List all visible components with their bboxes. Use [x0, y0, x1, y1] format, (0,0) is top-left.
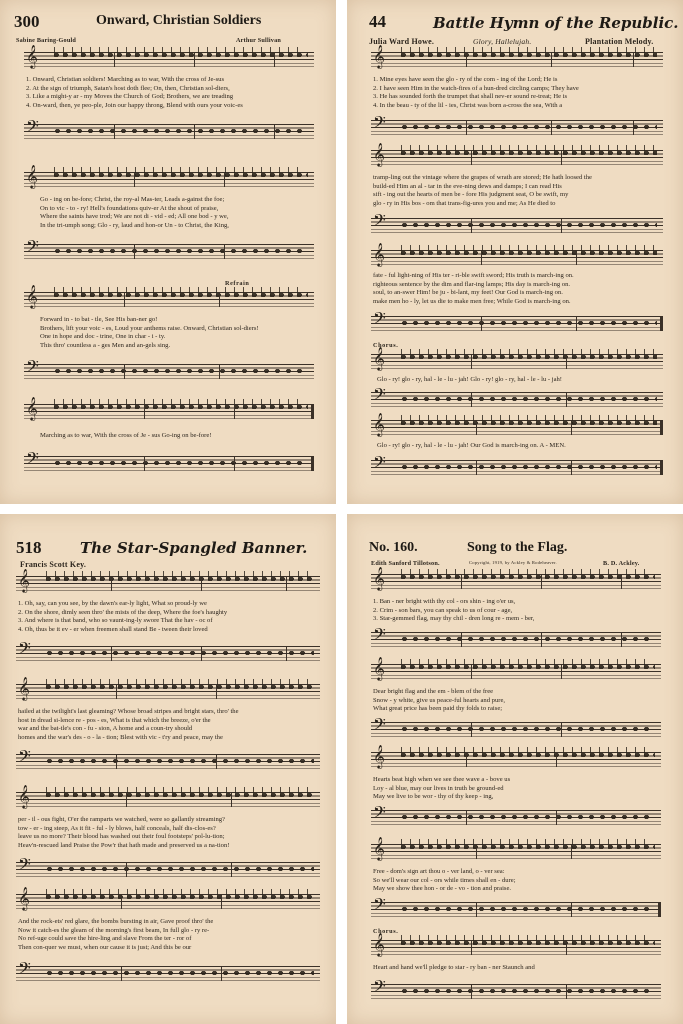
lyric-line: Then con-quer we must, when our cause it is just; And this be our	[18, 943, 192, 951]
lyric-line: Where the saints have trod; We are not di - vid - ed; All one bod - y we,	[40, 213, 229, 221]
lyrics-block	[40, 432, 211, 441]
hymn-page-battle-hymn	[347, 0, 683, 504]
words-credit: Francis Scott Key.	[20, 560, 87, 569]
lyric-line: host in dread si-lence re - pos - es, What is that which the breeze, o'er the	[18, 716, 211, 724]
lyrics-block	[373, 868, 516, 894]
lyric-line: Heav'n-rescued land Praise the Pow'r that hath made and preserved us a na-tion!	[18, 841, 230, 849]
lyric-line: war and the bat-tle's con - fu - sion, A home and a coun-try should	[18, 725, 193, 733]
lyric-line: fate - ful light-ning of His ter - ri-ble swift sword; His truth is march-ing on.	[373, 272, 574, 279]
lyric-line: 2. Crim - son bars, you can speak to us of cour - age,	[373, 606, 513, 614]
music-staff-treble: 𝄞	[371, 420, 663, 435]
lyrics-block	[373, 174, 592, 208]
hymn-number: 300	[14, 12, 40, 31]
lyric-line: glo - ry in His bos - om that trans-fig-ures you and me; As He died to	[373, 199, 556, 207]
music-staff-treble: 𝄞	[371, 250, 663, 265]
music-staff-bass: 𝄢	[371, 392, 663, 407]
hymn-number: 518	[16, 538, 42, 557]
lyrics-block	[377, 376, 562, 385]
hymn-title: Onward, Christian Soldiers	[96, 13, 262, 28]
tune-name: Glory, Hallelujah.	[473, 37, 532, 46]
lyric-line: May we live to be wor - thy of thy keep - ing,	[373, 793, 494, 801]
music-staff-bass: 𝄢	[371, 120, 663, 135]
lyrics-block	[18, 708, 239, 742]
lyrics-block	[18, 816, 229, 850]
lyric-line: In the tri-umph song; Glo - ry, laud and hon-or Un - to Christ, the King,	[40, 221, 229, 229]
music-staff-treble: 𝄞	[371, 664, 661, 679]
chorus-label: Chorus.	[373, 928, 399, 935]
lyric-line: What great price has been paid thy folds to raise;	[373, 705, 503, 713]
lyric-line: Snow - y white, give us peace-ful hearts and pure,	[373, 696, 506, 704]
hymn-number: 44	[369, 12, 386, 31]
lyric-line: And the rock-ets' red glare, the bombs bursting in air, Gave proof thro' the	[18, 918, 214, 925]
lyrics-block	[18, 918, 213, 952]
lyric-line: Loy - al blue, may our lives in truth be ground-ed	[373, 784, 504, 792]
refrain-label: Refrain	[225, 280, 250, 287]
lyric-line: 4. In the beau - ty of the lil - ies, Christ was born a-cross the sea, With a	[373, 101, 563, 109]
music-credit: B. D. Ackley.	[603, 560, 640, 567]
music-staff-bass: 𝄢	[16, 646, 320, 661]
music-staff-treble: 𝄞	[24, 52, 314, 67]
hymn-number: No. 160.	[369, 540, 418, 555]
lyric-line: 1. Oh, say, can you see, by the dawn's ear-ly light, What so proud-ly we	[18, 600, 207, 607]
lyric-line: Glo - ry! glo - ry, hal - le - lu - jah! Our God is march-ing on. A - MEN.	[377, 442, 566, 449]
lyric-line: This thro' countless a - ges Men and an-gels sing.	[40, 341, 171, 349]
music-staff-treble: 𝄞	[371, 940, 661, 955]
music-staff-bass: 𝄢	[371, 218, 663, 233]
lyrics-block	[373, 776, 510, 802]
music-staff-treble: 𝄞	[371, 844, 661, 859]
hymn-title: Battle Hymn of the Republic.	[433, 14, 679, 32]
music-staff-bass: 𝄢	[371, 902, 661, 917]
hymn-title: The Star-Spangled Banner.	[80, 539, 308, 557]
lyric-line: Free - dom's sign art thou o - ver land, o - ver sea:	[373, 868, 505, 875]
lyric-line: 3. And where is that band, who so vaunt-ing-ly swore That the hav - oc of	[18, 617, 213, 625]
lyric-line: leave us no more? Their blood has washed out their foul footsteps' pol-lu-tion;	[18, 833, 225, 841]
lyrics-block	[373, 964, 535, 973]
music-staff-bass: 𝄢	[24, 456, 314, 471]
lyric-line: homes and the war's des - o - la - tion; Blest with vic - t'ry and peace, may the	[18, 733, 223, 741]
lyrics-block	[373, 688, 505, 714]
music-staff-bass: 𝄢	[371, 632, 661, 647]
hymn-page-onward-christian-soldiers	[0, 0, 336, 504]
lyric-line: sift - ing out the hearts of men be - fore His judgment seat, O be swift, my	[373, 191, 569, 199]
lyric-line: Go - ing on be-fore; Christ, the roy-al Mas-ter, Leads a-gainst the foe;	[40, 196, 225, 203]
music-staff-bass: 𝄢	[24, 124, 314, 139]
music-staff-treble: 𝄞	[24, 292, 314, 307]
lyrics-block	[373, 598, 534, 624]
lyric-line: 4. On-ward, then, ye peo-ple, Join our happy throng, Blend with ours your voic-es	[26, 101, 243, 109]
lyric-line: 1. Mine eyes have seen the glo - ry of the com - ing of the Lord; He is	[373, 76, 558, 83]
music-staff-bass: 𝄢	[371, 316, 663, 331]
lyric-line: One in hope and doc - trine, One in char - i - ty.	[40, 333, 166, 341]
music-staff-treble: 𝄞	[371, 354, 663, 369]
lyric-line: 1. Onward, Christian soldiers! Marching as to war, With the cross of Je-sus	[26, 76, 225, 83]
music-staff-bass: 𝄢	[24, 364, 314, 379]
lyric-line: tramp-ling out the vintage where the grapes of wrath are stored; He hath loosed the	[373, 174, 592, 181]
hymn-page-star-spangled-banner	[0, 514, 336, 1024]
lyrics-block	[373, 76, 579, 110]
lyric-line: per - il - ous fight, O'er the ramparts we watched, were so gallantly streaming?	[18, 816, 225, 823]
lyric-line: 2. I have seen Him in the watch-fires of a hun-dred circling camps; They have	[373, 84, 579, 92]
lyrics-block	[377, 442, 566, 451]
music-staff-treble: 𝄞	[16, 684, 320, 699]
lyric-line: Glo - ry! glo - ry, hal - le - lu - jah! Glo - ry! glo - ry, hal - le - lu - jah!	[377, 376, 562, 383]
lyric-line: So we'll wear our col - ors while times shall en - dure;	[373, 876, 516, 884]
lyrics-block	[373, 272, 574, 306]
words-credit: Edith Sanford Tillotson.	[371, 560, 440, 567]
music-staff-bass: 𝄢	[371, 460, 663, 475]
lyric-line: Heart and hand we'll pledge to star - ry ban - ner Staunch and	[373, 964, 535, 971]
lyric-line: On to vic - to - ry! Hell's foundations quiv-er At the shout of praise,	[40, 204, 219, 212]
lyric-line: Hearts beat high when we see thee wave a - bove us	[373, 776, 511, 783]
lyric-line: build-ed Him an al - tar in the eve-ning dews and damps; I can read His	[373, 182, 562, 190]
chorus-label: Chorus.	[373, 342, 399, 349]
hymn-title: Song to the Flag.	[467, 540, 568, 555]
lyric-line: May we show thee hon - or de - vo - tion and praise.	[373, 885, 512, 893]
music-staff-bass: 𝄢	[16, 862, 320, 877]
music-staff-treble: 𝄞	[24, 404, 314, 419]
lyric-line: Forward in - to bat - tle, See His ban-ner go!	[40, 316, 158, 323]
music-staff-treble: 𝄞	[371, 52, 663, 67]
lyric-line: Brothers, lift your voic - es, Loud your anthems raise. Onward, Christian sol-diers!	[40, 324, 259, 332]
music-staff-treble: 𝄞	[24, 172, 314, 187]
music-staff-treble: 𝄞	[371, 752, 661, 767]
music-credit: Arthur Sullivan	[236, 37, 282, 44]
words-credit: Julia Ward Howe.	[369, 37, 435, 46]
music-staff-bass: 𝄢	[24, 244, 314, 259]
lyric-line: 2. On the shore, dimly seen thro' the mists of the deep, Where the foe's haughty	[18, 608, 228, 616]
lyric-line: soul, to an-swer Him! be ju - bi-lant, my feet! Our God is march-ing on.	[373, 289, 563, 297]
lyric-line: tow - er - ing steep, As it fit - ful - ly blows, half conceals, half dis-clos-es?	[18, 824, 216, 832]
hymn-page-song-to-the-flag	[347, 514, 683, 1024]
lyric-line: 4. Oh, thus be it ev - er when freemen shall stand Be - tween their loved	[18, 625, 208, 633]
music-staff-bass: 𝄢	[371, 810, 661, 825]
lyric-line: Now it catch-es the gleam of the morning's first beam, In full glo - ry re-	[18, 926, 210, 934]
lyric-line: righteous sentence by the dim and flar-ing lamps; His day is march-ing on.	[373, 280, 571, 288]
copyright-notice: Copyright, 1919, by Ackley & Rodeheaver.	[469, 560, 557, 565]
lyrics-block	[18, 600, 227, 634]
music-staff-bass: 𝄢	[371, 722, 661, 737]
lyric-line: Marching as to war, With the cross of Je - sus Go-ing on be-fore!	[40, 432, 212, 439]
lyric-line: 3. Like a might-y ar - my Moves the Church of God; Brothers, we are treading	[26, 93, 234, 101]
lyric-line: hailed at the twilight's last gleaming? Whose broad stripes and bright stars, thro' the	[18, 708, 239, 715]
lyric-line: make men ho - ly, let us die to make men free; While God is march-ing on.	[373, 297, 571, 305]
lyrics-block	[40, 196, 229, 230]
lyrics-block	[40, 316, 259, 350]
words-credit: Sabine Baring-Gould	[16, 37, 77, 44]
music-staff-treble: 𝄞	[16, 792, 320, 807]
lyric-line: 3. Star-gemmed flag, may thy chil - dren long re - mem - ber,	[373, 615, 535, 623]
lyric-line: No ref-uge could save the hire-ling and slave From the ter - ror of	[18, 935, 192, 943]
lyric-line: 3. He has sounded forth the trumpet that shall nev-er sound re-treat; He is	[373, 93, 568, 101]
music-staff-bass: 𝄢	[371, 984, 661, 999]
lyric-line: Dear bright flag and the em - blem of the free	[373, 688, 494, 695]
music-staff-treble: 𝄞	[371, 574, 661, 589]
music-staff-bass: 𝄢	[16, 754, 320, 769]
lyric-line: 1. Ban - ner bright with thy col - ors shin - ing o'er us,	[373, 598, 516, 605]
music-staff-treble: 𝄞	[371, 150, 663, 165]
lyrics-block	[26, 76, 243, 110]
music-staff-treble: 𝄞	[16, 576, 320, 591]
music-staff-bass: 𝄢	[16, 966, 320, 981]
lyric-line: 2. At the sign of triumph, Satan's host doth flee; On, then, Christian sol-diers,	[26, 84, 230, 92]
music-staff-treble: 𝄞	[16, 894, 320, 909]
music-credit: Plantation Melody.	[585, 37, 654, 46]
